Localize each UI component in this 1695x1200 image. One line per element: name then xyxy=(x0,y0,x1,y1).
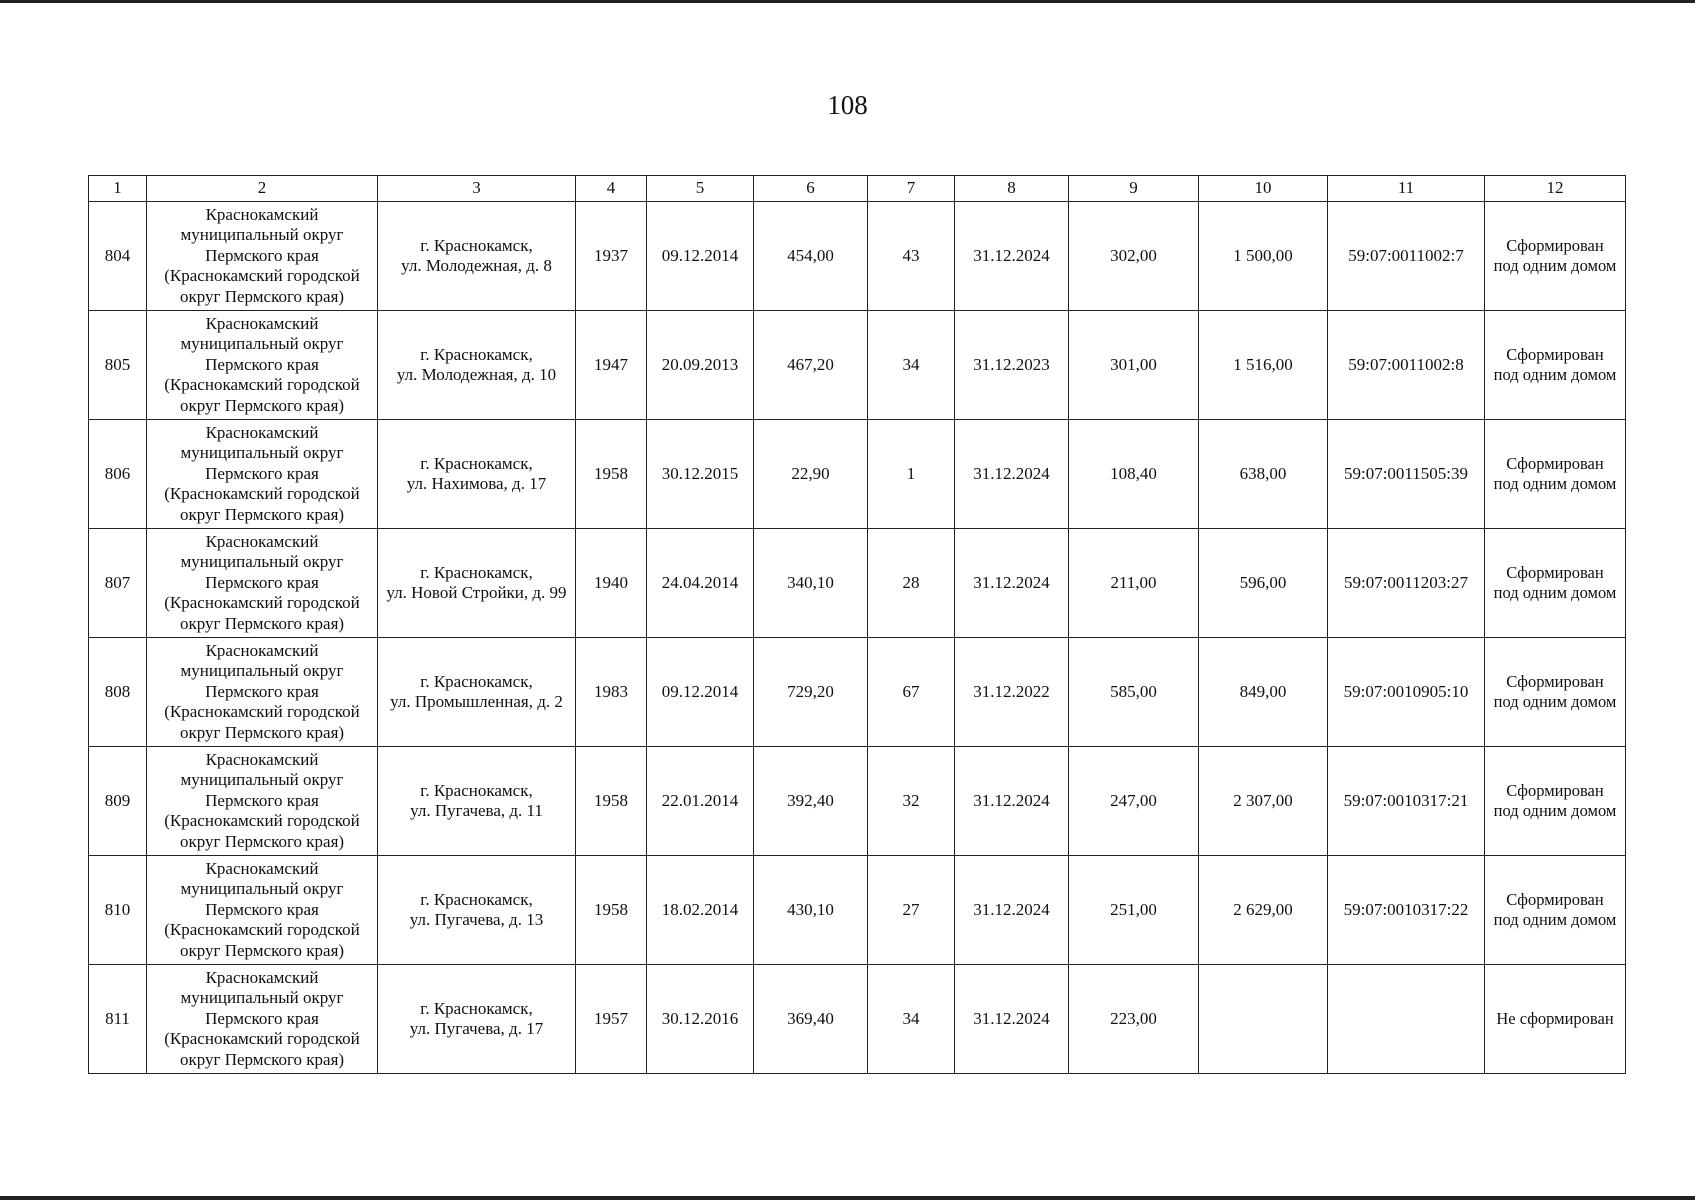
municipality-cell xyxy=(147,965,378,1074)
cadastral-cell: 59:07:0011002:8 xyxy=(1328,311,1485,420)
address-cell xyxy=(378,529,576,638)
date-cell: 20.09.2013 xyxy=(647,311,754,420)
col9-cell: 585,00 xyxy=(1069,638,1199,747)
year-cell: 1937 xyxy=(576,202,647,311)
municipality-line: округ Пермского края) xyxy=(179,395,345,415)
status-cell xyxy=(1485,965,1626,1074)
status-cell xyxy=(1485,202,1626,311)
status-cell xyxy=(1485,311,1626,420)
col9-cell: 211,00 xyxy=(1069,529,1199,638)
municipality-cell xyxy=(147,638,378,747)
year-cell: 1958 xyxy=(576,856,647,965)
status-cell xyxy=(1485,747,1626,856)
column-header-3: 3 xyxy=(378,176,576,202)
address-line: г. Краснокамск, xyxy=(420,889,533,909)
table-row xyxy=(89,420,1626,529)
status-line: под одним домом xyxy=(1493,910,1617,929)
municipality-cell xyxy=(147,202,378,311)
area-cell: 369,40 xyxy=(754,965,868,1074)
table-row xyxy=(89,202,1626,311)
residents-cell: 27 xyxy=(868,856,955,965)
municipality-line: муниципальный округ xyxy=(180,552,344,572)
cadastral-cell xyxy=(1328,965,1485,1074)
municipality-line: Краснокамский xyxy=(205,531,319,551)
col10-cell: 2 307,00 xyxy=(1199,747,1328,856)
municipality-cell xyxy=(147,311,378,420)
status-line: под одним домом xyxy=(1493,583,1617,602)
address-line: ул. Пугачева, д. 17 xyxy=(409,1019,544,1038)
area-cell: 392,40 xyxy=(754,747,868,856)
status-cell xyxy=(1485,529,1626,638)
residents-cell: 34 xyxy=(868,965,955,1074)
deadline-cell: 31.12.2024 xyxy=(955,856,1069,965)
year-cell: 1983 xyxy=(576,638,647,747)
residents-cell: 1 xyxy=(868,420,955,529)
table-body xyxy=(89,202,1626,1074)
status-line: Сформирован xyxy=(1506,889,1604,909)
row-number: 806 xyxy=(89,420,147,529)
column-header-8: 8 xyxy=(955,176,1069,202)
deadline-cell: 31.12.2024 xyxy=(955,529,1069,638)
address-line: г. Краснокамск, xyxy=(420,998,533,1018)
cadastral-cell: 59:07:0011203:27 xyxy=(1328,529,1485,638)
municipality-line: Пермского края xyxy=(205,1008,319,1028)
column-header-11: 11 xyxy=(1328,176,1485,202)
status-line: под одним домом xyxy=(1493,474,1617,493)
municipality-line: Краснокамский xyxy=(205,967,319,987)
col9-cell: 223,00 xyxy=(1069,965,1199,1074)
municipality-line: Краснокамский xyxy=(205,422,319,442)
status-line: под одним домом xyxy=(1493,365,1617,384)
page-number: 108 xyxy=(827,90,868,120)
address-cell xyxy=(378,420,576,529)
housing-registry-table xyxy=(88,175,1626,1074)
municipality-line: округ Пермского края) xyxy=(179,504,345,524)
residents-cell: 67 xyxy=(868,638,955,747)
municipality-line: округ Пермского края) xyxy=(179,286,345,306)
year-cell: 1958 xyxy=(576,420,647,529)
municipality-line: (Краснокамский городской xyxy=(164,702,360,722)
table-row xyxy=(89,638,1626,747)
column-header-10: 10 xyxy=(1199,176,1328,202)
residents-cell: 34 xyxy=(868,311,955,420)
address-cell xyxy=(378,202,576,311)
status-line: Сформирован xyxy=(1506,562,1604,582)
municipality-line: (Краснокамский городской xyxy=(164,593,360,613)
municipality-line: (Краснокамский городской xyxy=(164,484,360,504)
municipality-line: муниципальный округ xyxy=(180,661,344,681)
municipality-line: (Краснокамский городской xyxy=(164,811,360,831)
column-header-2: 2 xyxy=(147,176,378,202)
col9-cell: 301,00 xyxy=(1069,311,1199,420)
col10-cell xyxy=(1199,965,1328,1074)
municipality-line: округ Пермского края) xyxy=(179,613,345,633)
date-cell: 18.02.2014 xyxy=(647,856,754,965)
address-line: ул. Нахимова, д. 17 xyxy=(406,474,547,493)
date-cell: 24.04.2014 xyxy=(647,529,754,638)
status-line: под одним домом xyxy=(1493,256,1617,275)
table-row xyxy=(89,856,1626,965)
area-cell: 729,20 xyxy=(754,638,868,747)
deadline-cell: 31.12.2023 xyxy=(955,311,1069,420)
address-line: ул. Пугачева, д. 13 xyxy=(409,910,544,929)
col10-cell: 1 500,00 xyxy=(1199,202,1328,311)
municipality-cell xyxy=(147,420,378,529)
address-cell xyxy=(378,747,576,856)
address-line: ул. Молодежная, д. 8 xyxy=(401,256,552,275)
municipality-line: муниципальный округ xyxy=(180,988,344,1008)
scan-top-edge xyxy=(0,0,1695,3)
column-header-7: 7 xyxy=(868,176,955,202)
address-cell xyxy=(378,311,576,420)
year-cell: 1957 xyxy=(576,965,647,1074)
address-cell xyxy=(378,965,576,1074)
municipality-line: округ Пермского края) xyxy=(179,831,345,851)
address-cell xyxy=(378,638,576,747)
address-line: г. Краснокамск, xyxy=(420,671,533,691)
address-line: г. Краснокамск, xyxy=(420,344,533,364)
cadastral-cell: 59:07:0010317:21 xyxy=(1328,747,1485,856)
column-header-4: 4 xyxy=(576,176,647,202)
address-cell xyxy=(378,856,576,965)
status-line: Сформирован xyxy=(1506,235,1604,255)
municipality-line: округ Пермского края) xyxy=(179,722,345,742)
area-cell: 467,20 xyxy=(754,311,868,420)
municipality-line: (Краснокамский городской xyxy=(164,920,360,940)
scan-bottom-edge xyxy=(0,1196,1695,1200)
deadline-cell: 31.12.2024 xyxy=(955,747,1069,856)
municipality-line: Краснокамский xyxy=(205,858,319,878)
table-row xyxy=(89,529,1626,638)
municipality-line: (Краснокамский городской xyxy=(164,375,360,395)
residents-cell: 32 xyxy=(868,747,955,856)
municipality-line: Пермского края xyxy=(205,681,319,701)
cadastral-cell: 59:07:0011002:7 xyxy=(1328,202,1485,311)
address-line: г. Краснокамск, xyxy=(420,562,533,582)
row-number: 805 xyxy=(89,311,147,420)
municipality-cell xyxy=(147,747,378,856)
residents-cell: 28 xyxy=(868,529,955,638)
col9-cell: 108,40 xyxy=(1069,420,1199,529)
municipality-line: (Краснокамский городской xyxy=(164,1029,360,1049)
status-line: Сформирован xyxy=(1506,344,1604,364)
table-row xyxy=(89,747,1626,856)
column-header-9: 9 xyxy=(1069,176,1199,202)
row-number: 807 xyxy=(89,529,147,638)
year-cell: 1958 xyxy=(576,747,647,856)
col9-cell: 302,00 xyxy=(1069,202,1199,311)
municipality-line: округ Пермского края) xyxy=(179,1049,345,1069)
status-cell xyxy=(1485,856,1626,965)
deadline-cell: 31.12.2024 xyxy=(955,420,1069,529)
row-number: 811 xyxy=(89,965,147,1074)
header-row xyxy=(89,176,1626,202)
year-cell: 1947 xyxy=(576,311,647,420)
municipality-line: муниципальный округ xyxy=(180,225,344,245)
municipality-line: Пермского края xyxy=(205,572,319,592)
area-cell: 454,00 xyxy=(754,202,868,311)
col10-cell: 638,00 xyxy=(1199,420,1328,529)
municipality-line: Краснокамский xyxy=(205,640,319,660)
col10-cell: 596,00 xyxy=(1199,529,1328,638)
column-header-6: 6 xyxy=(754,176,868,202)
date-cell: 30.12.2015 xyxy=(647,420,754,529)
cadastral-cell: 59:07:0010905:10 xyxy=(1328,638,1485,747)
address-line: г. Краснокамск, xyxy=(420,780,533,800)
status-line: Не сформирован xyxy=(1496,1008,1614,1028)
status-line: под одним домом xyxy=(1493,692,1617,711)
municipality-line: Пермского края xyxy=(205,790,319,810)
address-line: ул. Новой Стройки, д. 99 xyxy=(386,583,567,602)
municipality-cell xyxy=(147,856,378,965)
address-line: ул. Пугачева, д. 11 xyxy=(410,801,543,820)
area-cell: 22,90 xyxy=(754,420,868,529)
date-cell: 09.12.2014 xyxy=(647,638,754,747)
col10-cell: 1 516,00 xyxy=(1199,311,1328,420)
date-cell: 30.12.2016 xyxy=(647,965,754,1074)
status-cell xyxy=(1485,638,1626,747)
row-number: 808 xyxy=(89,638,147,747)
municipality-line: муниципальный округ xyxy=(180,334,344,354)
col10-cell: 2 629,00 xyxy=(1199,856,1328,965)
residents-cell: 43 xyxy=(868,202,955,311)
municipality-line: муниципальный округ xyxy=(180,443,344,463)
municipality-line: Краснокамский xyxy=(205,204,319,224)
status-line: под одним домом xyxy=(1493,801,1617,820)
cadastral-cell: 59:07:0010317:22 xyxy=(1328,856,1485,965)
municipality-cell xyxy=(147,529,378,638)
municipality-line: Пермского края xyxy=(205,245,319,265)
municipality-line: муниципальный округ xyxy=(180,879,344,899)
deadline-cell: 31.12.2024 xyxy=(955,965,1069,1074)
date-cell: 22.01.2014 xyxy=(647,747,754,856)
table-row xyxy=(89,311,1626,420)
municipality-line: Пермского края xyxy=(205,463,319,483)
status-line: Сформирован xyxy=(1506,780,1604,800)
year-cell: 1940 xyxy=(576,529,647,638)
column-header-12: 12 xyxy=(1485,176,1626,202)
date-cell: 09.12.2014 xyxy=(647,202,754,311)
row-number: 810 xyxy=(89,856,147,965)
table-header xyxy=(89,176,1626,202)
deadline-cell: 31.12.2022 xyxy=(955,638,1069,747)
column-header-5: 5 xyxy=(647,176,754,202)
address-line: ул. Промышленная, д. 2 xyxy=(390,692,563,711)
municipality-line: Краснокамский xyxy=(205,749,319,769)
col9-cell: 251,00 xyxy=(1069,856,1199,965)
row-number: 804 xyxy=(89,202,147,311)
area-cell: 340,10 xyxy=(754,529,868,638)
row-number: 809 xyxy=(89,747,147,856)
deadline-cell: 31.12.2024 xyxy=(955,202,1069,311)
status-line: Сформирован xyxy=(1506,671,1604,691)
municipality-line: Пермского края xyxy=(205,899,319,919)
status-cell xyxy=(1485,420,1626,529)
status-line: Сформирован xyxy=(1506,453,1604,473)
column-header-1: 1 xyxy=(89,176,147,202)
col9-cell: 247,00 xyxy=(1069,747,1199,856)
municipality-line: округ Пермского края) xyxy=(179,940,345,960)
address-line: ул. Молодежная, д. 10 xyxy=(396,365,557,384)
address-line: г. Краснокамск, xyxy=(420,235,533,255)
municipality-line: Пермского края xyxy=(205,354,319,374)
municipality-line: (Краснокамский городской xyxy=(164,266,360,286)
cadastral-cell: 59:07:0011505:39 xyxy=(1328,420,1485,529)
area-cell: 430,10 xyxy=(754,856,868,965)
address-line: г. Краснокамск, xyxy=(420,453,533,473)
table-row xyxy=(89,965,1626,1074)
municipality-line: Краснокамский xyxy=(205,313,319,333)
col10-cell: 849,00 xyxy=(1199,638,1328,747)
municipality-line: муниципальный округ xyxy=(180,770,344,790)
